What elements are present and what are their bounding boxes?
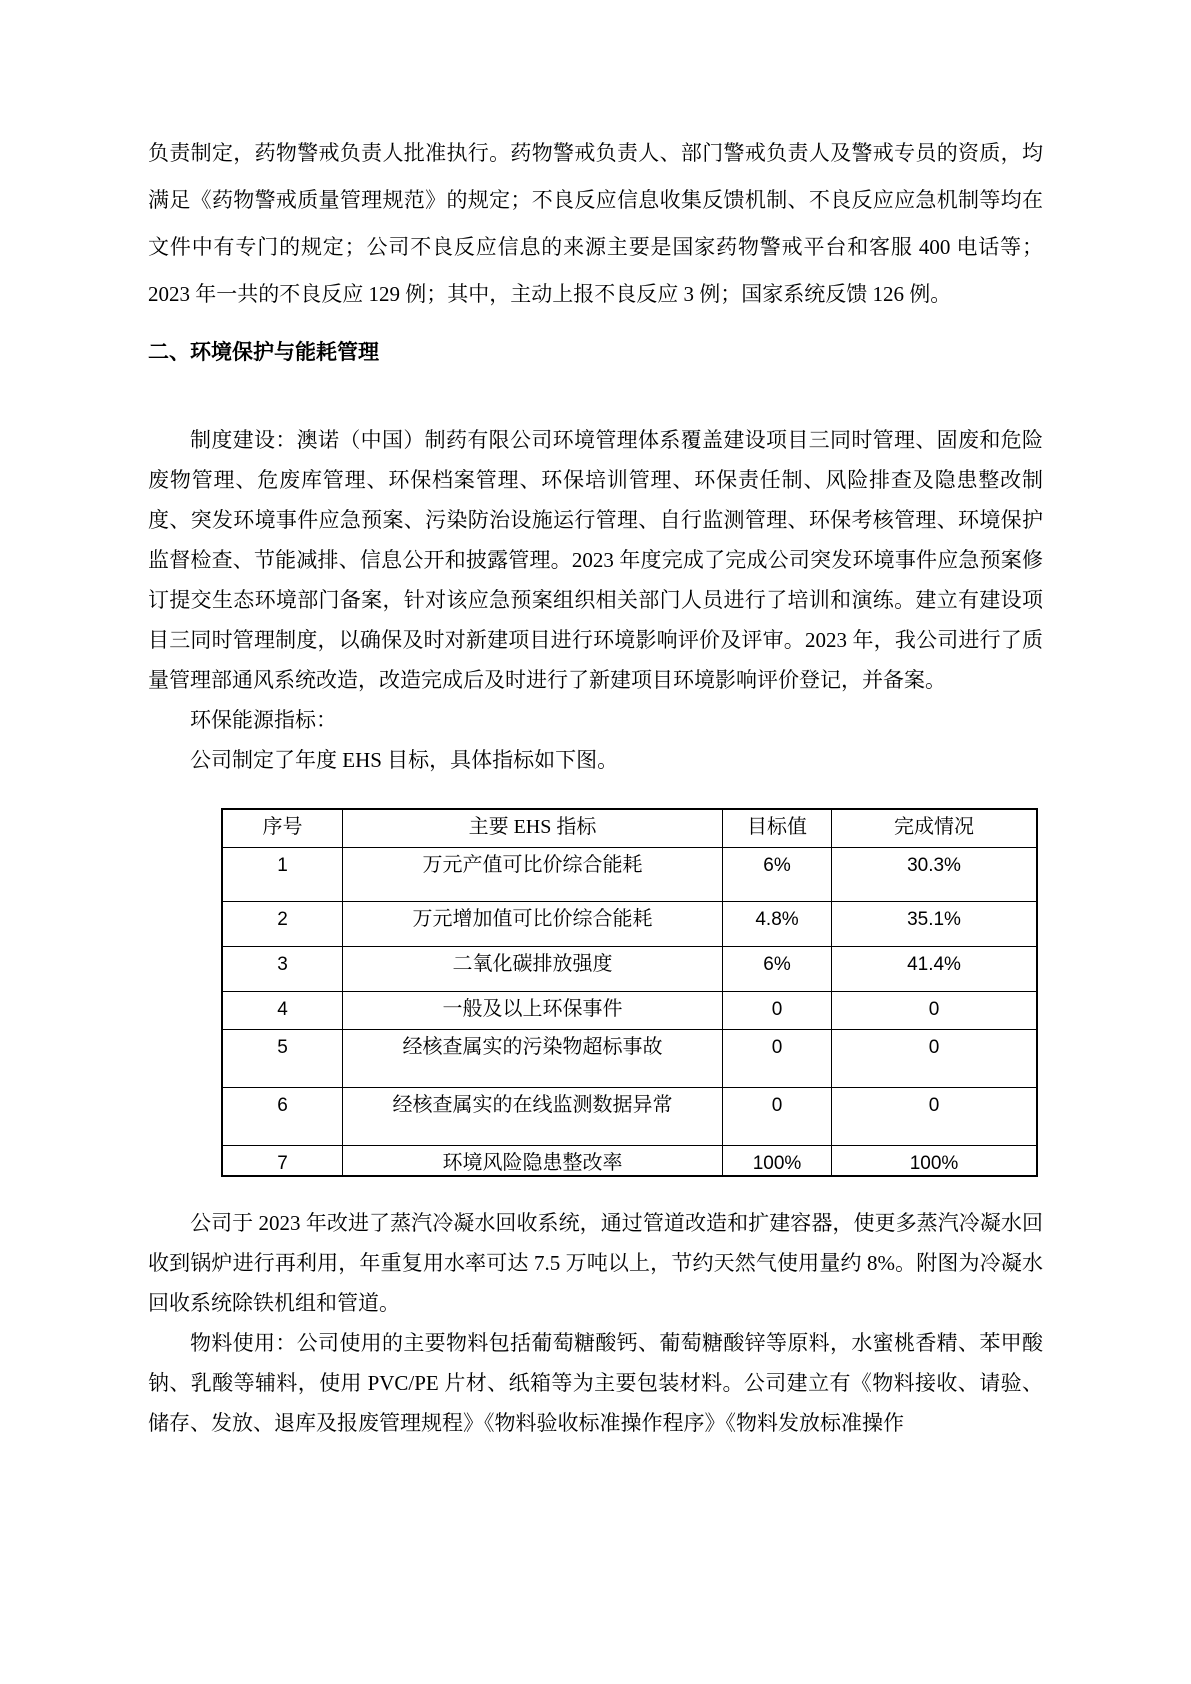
header-target: 目标值 — [723, 809, 832, 847]
paragraph-system-building: 制度建设：澳诺（中国）制药有限公司环境管理体系覆盖建设项目三同时管理、固废和危险废物管理、危废库管理、环保档案管理、环保培训管理、环保责任制、风险排查及隐患整改制度、突发环境事件应急预案、污染防治设施运行管理、自行监测管理、环保考核管理、环境保护监督检查、节能减排、信息公开和披露管理。2023 年度完成了完成公司突发环境事件应急预案修订提交生态环境部门备案，针对该应急预案组织相关部门人员进行了培训和演练。建立有建设项目三同时管理制度，以确保及时对新建项目进行环境影响评价及评审。2023 年，我公司进行了质量管理部通风系统改造，改造完成后及时进行了新建项目环境影响评价登记，并备案。 — [148, 428, 1043, 692]
cell-indicator: 万元产值可比价综合能耗 — [343, 847, 723, 901]
paragraph-material-use: 物料使用：公司使用的主要物料包括葡萄糖酸钙、葡萄糖酸锌等原料，水蜜桃香精、苯甲酸钠、乳酸等辅料，使用 PVC/PE 片材、纸箱等为主要包装材料。公司建立有《物料接收、请验、储存、发放、退库及报废管理规程》《物料验收标准操作程序》《物料发放标准操作 — [148, 1330, 1043, 1435]
cell-completion: 0 — [832, 1029, 1038, 1087]
cell-indicator: 万元增加值可比价综合能耗 — [343, 901, 723, 946]
cell-indicator: 经核查属实的在线监测数据异常 — [343, 1087, 723, 1145]
cell-index: 7 — [222, 1145, 343, 1176]
cell-target: 4.8% — [723, 901, 832, 946]
table-row — [222, 1087, 1037, 1145]
cell-target: 0 — [723, 1087, 832, 1145]
ehs-indicators-table — [221, 808, 1038, 1177]
table-row — [222, 901, 1037, 946]
cell-completion: 0 — [832, 991, 1038, 1029]
cell-indicator: 环境风险隐患整改率 — [343, 1145, 723, 1176]
cell-index: 4 — [222, 991, 343, 1029]
cell-indicator: 经核查属实的污染物超标事故 — [343, 1029, 723, 1087]
table-row — [222, 991, 1037, 1029]
paragraph-condensate-recovery: 公司于 2023 年改进了蒸汽冷凝水回收系统，通过管道改造和扩建容器，使更多蒸汽冷凝水回收到锅炉进行再利用，年重复用水率可达 7.5 万吨以上，节约天然气使用量约 8%。附图为冷凝水回收系统除铁机组和管道。 — [148, 1210, 1043, 1315]
cell-indicator: 一般及以上环保事件 — [343, 991, 723, 1029]
cell-completion: 41.4% — [832, 946, 1038, 991]
cell-completion: 0 — [832, 1087, 1038, 1145]
cell-indicator: 二氧化碳排放强度 — [343, 946, 723, 991]
line-env-energy-label: 环保能源指标： — [190, 708, 337, 732]
table-row — [222, 847, 1037, 901]
cell-index: 2 — [222, 901, 343, 946]
paragraph-pharmacovigilance: 负责制定，药物警戒负责人批准执行。药物警戒负责人、部门警戒负责人及警戒专员的资质，均满足《药物警戒质量管理规范》的规定；不良反应信息收集反馈机制、不良反应应急机制等均在文件中有专门的规定；公司不良反应信息的来源主要是国家药物警戒平台和客服 400 电话等；2023 年一共的不良反应 129 例；其中，主动上报不良反应 3 例；国家系统反馈 126 例。 — [148, 141, 1043, 306]
cell-completion: 35.1% — [832, 901, 1038, 946]
cell-completion: 30.3% — [832, 847, 1038, 901]
header-indicator: 主要 EHS 指标 — [343, 809, 723, 847]
cell-index: 1 — [222, 847, 343, 901]
cell-target: 6% — [723, 946, 832, 991]
table-header-row — [222, 809, 1037, 847]
cell-target: 0 — [723, 991, 832, 1029]
table-row — [222, 946, 1037, 991]
header-completion: 完成情况 — [832, 809, 1038, 847]
cell-completion: 100% — [832, 1145, 1038, 1176]
table-row — [222, 1145, 1037, 1176]
section-heading-environment: 二、环境保护与能耗管理 — [148, 340, 379, 364]
cell-target: 0 — [723, 1029, 832, 1087]
header-index: 序号 — [222, 809, 343, 847]
table-row — [222, 1029, 1037, 1087]
cell-index: 6 — [222, 1087, 343, 1145]
line-ehs-goal: 公司制定了年度 EHS 目标，具体指标如下图。 — [190, 748, 619, 772]
cell-target: 100% — [723, 1145, 832, 1176]
cell-index: 3 — [222, 946, 343, 991]
cell-target: 6% — [723, 847, 832, 901]
cell-index: 5 — [222, 1029, 343, 1087]
